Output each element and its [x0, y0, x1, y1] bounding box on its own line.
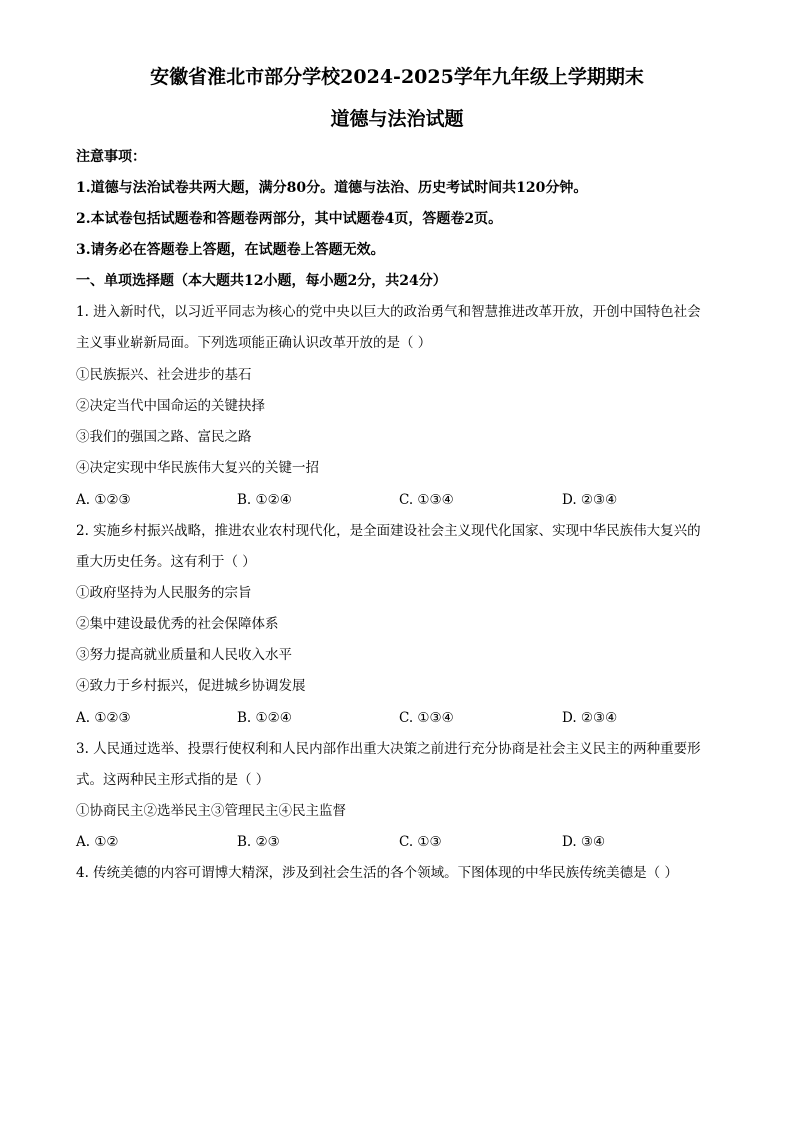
question-stem: 主义事业崭新局面。下列选项能正确认识改革开放的是（ ）: [76, 335, 432, 351]
question-statement: ③努力提高就业质量和人民收入水平: [76, 647, 292, 663]
question-stem: 4. 传统美德的内容可谓博大精深，涉及到社会生活的各个领域。下图体现的中华民族传统美德是（ ）: [76, 865, 678, 881]
question-statement: ②集中建设最优秀的社会保障体系: [76, 616, 279, 632]
question-statement: ④致力于乡村振兴，促进城乡协调发展: [76, 678, 306, 694]
question-stem: 重大历史任务。这有利于（ ）: [76, 554, 256, 570]
answer-option-a: A. ①②③: [76, 492, 131, 508]
question-stem: 1. 进入新时代，以习近平同志为核心的党中央以巨大的政治勇气和智慧推进改革开放，开创中国特色社会: [76, 304, 701, 320]
answer-option-d: D. ③④: [562, 834, 606, 850]
question-statement: ③我们的强国之路、富民之路: [76, 429, 252, 445]
question-stem: 式。这两种民主形式指的是（ ）: [76, 772, 270, 788]
section-heading: 一、单项选择题（本大题共12小题，每小题2分，共24分）: [76, 273, 447, 289]
answer-option-b: B. ②③: [237, 834, 280, 850]
answer-option-c: C. ①③④: [399, 710, 454, 726]
question-statement: ①政府坚持为人民服务的宗旨: [76, 585, 252, 601]
notice-item: 1.道德与法治试卷共两大题，满分80分。道德与法治、历史考试时间共120分钟。: [76, 180, 588, 196]
answer-option-d: D. ②③④: [562, 710, 618, 726]
notice-heading: 注意事项：: [76, 149, 146, 165]
answer-option-b: B. ①②④: [237, 492, 292, 508]
question-statement: ②决定当代中国命运的关键抉择: [76, 398, 265, 414]
notice-item: 2.本试卷包括试题卷和答题卷两部分，其中试题卷4页，答题卷2页。: [76, 211, 503, 227]
question-stem: 3. 人民通过选举、投票行使权利和人民内部作出重大决策之前进行充分协商是社会主义民主的两种重要形: [76, 741, 701, 757]
question-statement: ①协商民主②选举民主③管理民主④民主监督: [76, 803, 346, 819]
question-stem: 2. 实施乡村振兴战略，推进农业农村现代化，是全面建设社会主义现代化国家、实现中华民族伟大复兴的: [76, 523, 701, 539]
exam-title: 安徽省淮北市部分学校2024-2025学年九年级上学期期末: [150, 66, 644, 88]
answer-option-a: A. ①②: [76, 834, 119, 850]
exam-subject-title: 道德与法治试题: [330, 108, 464, 130]
answer-option-a: A. ①②③: [76, 710, 131, 726]
question-statement: ①民族振兴、社会进步的基石: [76, 367, 252, 383]
answer-option-b: B. ①②④: [237, 710, 292, 726]
question-statement: ④决定实现中华民族伟大复兴的关键一招: [76, 460, 319, 476]
notice-item: 3.请务必在答题卷上答题，在试题卷上答题无效。: [76, 242, 385, 258]
answer-option-d: D. ②③④: [562, 492, 618, 508]
answer-option-c: C. ①③④: [399, 492, 454, 508]
answer-option-c: C. ①③: [399, 834, 442, 850]
